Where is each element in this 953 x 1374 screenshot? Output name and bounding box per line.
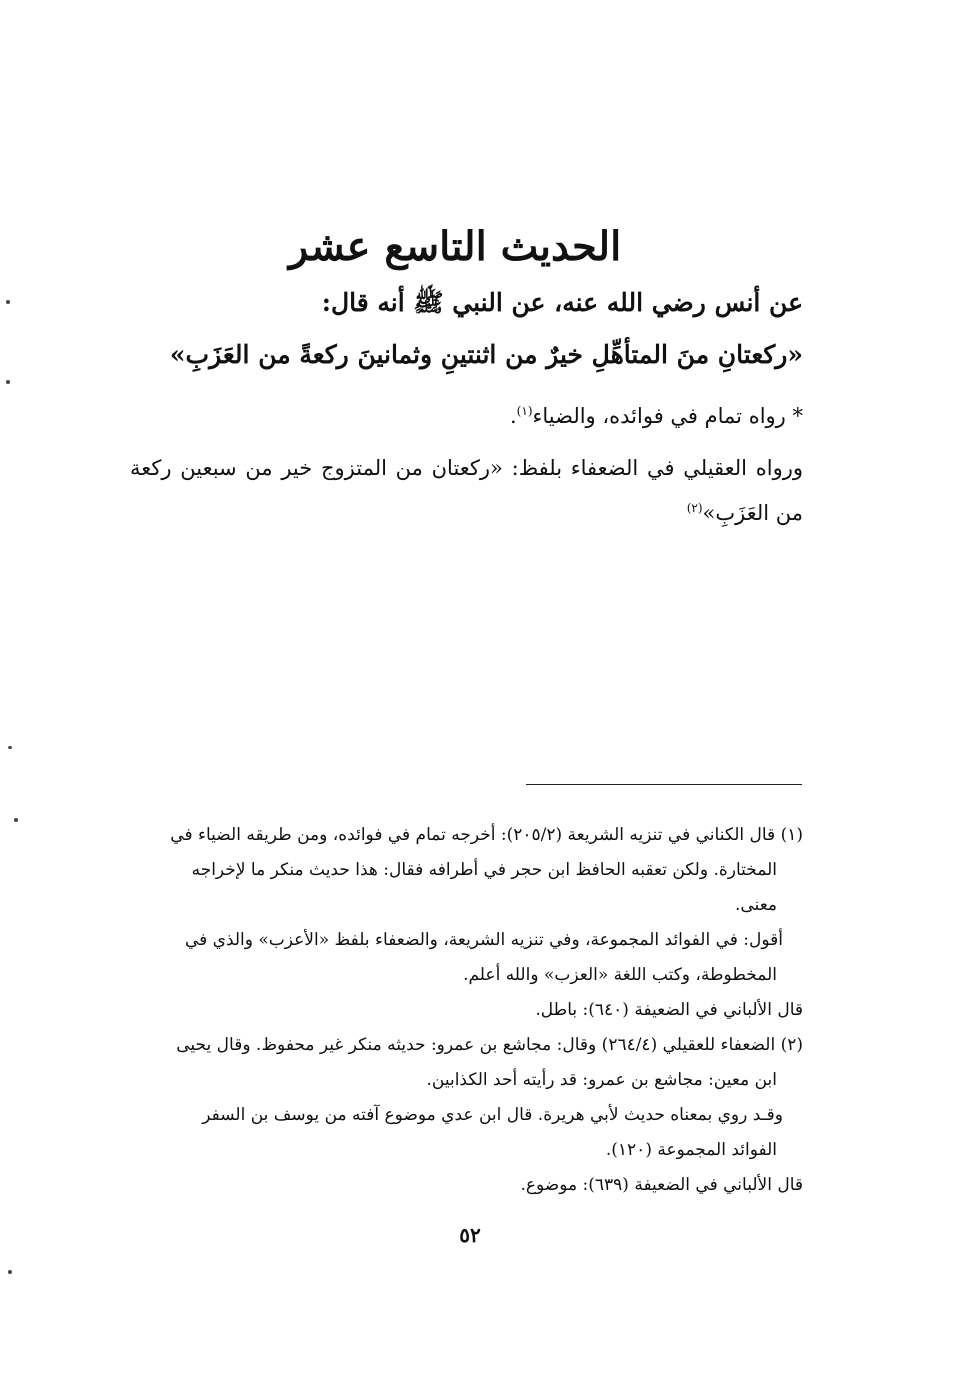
scan-speck	[8, 746, 12, 749]
footnote-2-line-3: وقـد روي بمعناه حديث لأبي هريرة. قال ابن عدي موضوع آفته من يوسف بن السفر	[202, 1105, 783, 1125]
scan-speck	[14, 818, 18, 822]
footnote-1-line-6: قال الألباني في الضعيفة (٦٤٠): باطل.	[535, 1000, 803, 1020]
footnote-ref-2: (٢)	[686, 501, 703, 515]
footnote-separator	[526, 784, 802, 785]
uqayli-narration	[130, 448, 803, 533]
hadith-intro: عن أنس رضي الله عنه، عن النبي ﷺ أنه قال:	[321, 288, 803, 317]
page-title: الحديث التاسع عشر	[288, 223, 622, 270]
footnote-2-line-2: ابن معين: مجاشع بن عمرو: قد رأيته أحد الكذابين.	[426, 1070, 777, 1090]
scan-speck	[6, 380, 10, 384]
footnote-1-line-4: أقول: في الفوائد المجموعة، وفي تنزيه الشريعة، والضعفاء بلفظ «الأعزب» والذي في	[184, 930, 783, 950]
scan-speck	[6, 300, 10, 304]
hadith-text: «ركعتانِ منَ المتأهِّلِ خيرٌ من اثنتينِ وثمانينَ ركعةً من العَزَبِ»	[169, 340, 803, 369]
narration-text: * رواه تمام في فوائده، والضياء	[532, 404, 803, 428]
narration-end: .	[509, 404, 517, 428]
footnote-2-line-1: (٢) الضعفاء للعقيلي (٢٦٤/٤) وقال: مجاشع بن عمرو: حديثه منكر غير محفوظ. وقال يحيى	[176, 1035, 803, 1055]
page-number: ٥٢	[459, 1223, 481, 1247]
footnote-1-line-3: معنى.	[734, 895, 777, 915]
footnote-2-line-4: الفوائد المجموعة (١٢٠).	[605, 1140, 777, 1160]
footnote-1-line-5: المخطوطة، وكتب اللغة «العزب» والله أعلم.	[463, 965, 777, 985]
footnote-1-line-1: (١) قال الكناني في تنزيه الشريعة (٢٠٥/٢): أخرجه تمام في فوائده، ومن طريقه الضياء في	[170, 825, 803, 845]
footnote-ref-1: (١)	[516, 404, 533, 418]
footnote-2-line-5: قال الألباني في الضعيفة (٦٣٩): موضوع.	[520, 1175, 803, 1195]
uqayli-text: ورواه العقيلي في الضعفاء بلفظ: «ركعتان من المتزوج خير من سبعين ركعة من العَزَبِ»	[130, 456, 803, 525]
scan-speck	[8, 1270, 12, 1274]
footnotes	[130, 818, 803, 1203]
footnote-1-line-2: المختارة. ولكن تعقبه الحافظ ابن حجر في أطرافه فقال: هذا حديث منكر ما لإخراجه	[191, 860, 777, 880]
narration-line	[163, 396, 803, 431]
